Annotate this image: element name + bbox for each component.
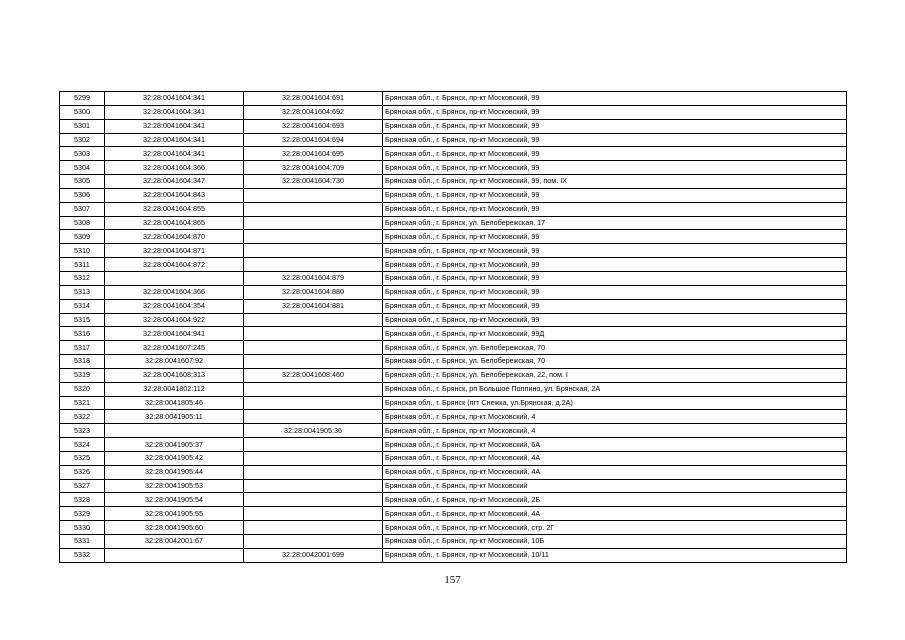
cadastral-number-cell: 32:28:0042001:67 [105,535,244,549]
table-row [60,92,847,106]
row-number-cell: 5306 [60,188,105,202]
cadastral-number-cell: 32:28:0041607:92 [105,355,244,369]
linked-cadastral-number-cell [244,230,383,244]
cadastral-number-cell: 32:28:0041604:871 [105,244,244,258]
table-row [60,244,847,258]
row-number-cell: 5320 [60,382,105,396]
row-number-cell: 5312 [60,271,105,285]
table-row [60,202,847,216]
linked-cadastral-number-cell [244,327,383,341]
page-number: 157 [444,574,461,586]
row-number-cell: 5319 [60,368,105,382]
cadastral-number-cell: 32:28:0041604:354 [105,299,244,313]
cadastral-number-cell: 32:28:0041905:44 [105,465,244,479]
cadastral-number-cell: 32:28:0041604:341 [105,147,244,161]
table-row [60,438,847,452]
row-number-cell: 5332 [60,548,105,562]
cadastral-number-cell: 32:28:0041604:922 [105,313,244,327]
cadastral-number-cell: 32:28:0041608:313 [105,368,244,382]
cadastral-number-cell: 32:28:0041905:55 [105,507,244,521]
linked-cadastral-number-cell [244,451,383,465]
table-row [60,216,847,230]
row-number-cell: 5315 [60,313,105,327]
table-row [60,161,847,175]
linked-cadastral-number-cell [244,465,383,479]
cadastral-number-cell: 32:28:0041905:42 [105,451,244,465]
linked-cadastral-number-cell [244,493,383,507]
row-number-cell: 5309 [60,230,105,244]
address-cell: Брянская обл., г. Брянск, пр-кт Московский [383,479,847,493]
address-cell: Брянская обл., г. Брянск, пр-кт Московский, 4 [383,424,847,438]
cadastral-number-cell: 32:28:0041604:855 [105,202,244,216]
address-cell: Брянская обл., г. Брянск, пр-кт Московский, стр. 2Г [383,521,847,535]
row-number-cell: 5330 [60,521,105,535]
table-row [60,119,847,133]
table-row [60,479,847,493]
row-number-cell: 5300 [60,105,105,119]
table-row [60,548,847,562]
table-row [60,299,847,313]
property-table [59,91,847,563]
table-row [60,285,847,299]
cadastral-number-cell: 32:28:0041905:54 [105,493,244,507]
linked-cadastral-number-cell: 32:28:0041604:695 [244,147,383,161]
cadastral-number-cell: 32:28:0041604:941 [105,327,244,341]
table-row [60,424,847,438]
table-row [60,133,847,147]
address-cell: Брянская обл., г. Брянск, рп Большое Полпино, ул. Брянская, 2А [383,382,847,396]
cadastral-number-cell: 32:28:0041607:245 [105,341,244,355]
table-row [60,521,847,535]
table-row [60,535,847,549]
row-number-cell: 5325 [60,451,105,465]
cadastral-number-cell: 32:28:0041905:37 [105,438,244,452]
cadastral-number-cell: 32:28:0041604:347 [105,175,244,189]
address-cell: Брянская обл., г. Брянск, пр-кт Московский, 99 [383,188,847,202]
cadastral-number-cell: 32:28:0041604:341 [105,105,244,119]
row-number-cell: 5304 [60,161,105,175]
cadastral-number-cell [105,548,244,562]
linked-cadastral-number-cell [244,438,383,452]
cadastral-number-cell: 32:28:0041604:870 [105,230,244,244]
row-number-cell: 5328 [60,493,105,507]
linked-cadastral-number-cell [244,396,383,410]
table-row [60,507,847,521]
row-number-cell: 5299 [60,92,105,106]
address-cell: Брянская обл., г. Брянск, пр-кт Московский, 99 [383,285,847,299]
address-cell: Брянская обл., г. Брянск, пр-кт Московский, 4А [383,451,847,465]
address-cell: Брянская обл., г. Брянск, пр-кт Московский, 4А [383,507,847,521]
row-number-cell: 5324 [60,438,105,452]
row-number-cell: 5329 [60,507,105,521]
table-row [60,105,847,119]
table-row [60,493,847,507]
address-cell: Брянская обл., г. Брянск, пр-кт Московский, 99 [383,133,847,147]
address-cell: Брянская обл., г. Брянск, пр-кт Московский, 10Б [383,535,847,549]
table-row [60,368,847,382]
linked-cadastral-number-cell [244,188,383,202]
address-cell: Брянская обл., г. Брянск, пр-кт Московский, 99Д [383,327,847,341]
row-number-cell: 5326 [60,465,105,479]
address-cell: Брянская обл., г. Брянск, пр-кт Московский, 10/11 [383,548,847,562]
table-row [60,147,847,161]
linked-cadastral-number-cell [244,258,383,272]
address-cell: Брянская обл., г. Брянск, пр-кт Московский, 99 [383,92,847,106]
cadastral-number-cell [105,424,244,438]
cadastral-number-cell: 32:28:0041604:341 [105,119,244,133]
table-row [60,396,847,410]
table-row [60,230,847,244]
linked-cadastral-number-cell [244,202,383,216]
cadastral-number-cell: 32:28:0041905:11 [105,410,244,424]
row-number-cell: 5305 [60,175,105,189]
linked-cadastral-number-cell [244,244,383,258]
cadastral-number-cell [105,271,244,285]
linked-cadastral-number-cell [244,479,383,493]
row-number-cell: 5303 [60,147,105,161]
table-row [60,327,847,341]
row-number-cell: 5318 [60,355,105,369]
row-number-cell: 5331 [60,535,105,549]
row-number-cell: 5311 [60,258,105,272]
row-number-cell: 5307 [60,202,105,216]
row-number-cell: 5314 [60,299,105,313]
row-number-cell: 5317 [60,341,105,355]
linked-cadastral-number-cell: 32:28:0041604:692 [244,105,383,119]
cadastral-number-cell: 32:28:0041604:341 [105,92,244,106]
linked-cadastral-number-cell: 32:28:0041604:709 [244,161,383,175]
cadastral-number-cell: 32:28:0041604:843 [105,188,244,202]
linked-cadastral-number-cell [244,341,383,355]
linked-cadastral-number-cell [244,521,383,535]
address-cell: Брянская обл., г. Брянск, пр-кт Московский, 4 [383,410,847,424]
cadastral-number-cell: 32:28:0041604:366 [105,285,244,299]
linked-cadastral-number-cell: 32:28:0041604:879 [244,271,383,285]
row-number-cell: 5327 [60,479,105,493]
cadastral-number-cell: 32:28:0041604:872 [105,258,244,272]
table-row [60,175,847,189]
linked-cadastral-number-cell [244,507,383,521]
linked-cadastral-number-cell: 32:28:0041604:880 [244,285,383,299]
address-cell: Брянская обл., г. Брянск (пгт Снежка, ул.Брянская, д.2А) [383,396,847,410]
address-cell: Брянская обл., г. Брянск, пр-кт Московский, 6А [383,438,847,452]
address-cell: Брянская обл., г. Брянск, пр-кт Московский, 99 [383,258,847,272]
cadastral-number-cell: 32:28:0041604:366 [105,161,244,175]
cadastral-number-cell: 32:28:0041905:60 [105,521,244,535]
address-cell: Брянская обл., г. Брянск, пр-кт Московский, 99 [383,147,847,161]
address-cell: Брянская обл., г. Брянск, ул. Белобережская, 22, пом. I [383,368,847,382]
address-cell: Брянская обл., г. Брянск, ул. Белобережская, 17 [383,216,847,230]
address-cell: Брянская обл., г. Брянск, пр-кт Московский, 99 [383,230,847,244]
row-number-cell: 5313 [60,285,105,299]
table-row [60,258,847,272]
linked-cadastral-number-cell [244,216,383,230]
row-number-cell: 5323 [60,424,105,438]
table-row [60,410,847,424]
linked-cadastral-number-cell: 32:28:0041604:691 [244,92,383,106]
table-row [60,382,847,396]
cadastral-number-cell: 32:28:0041905:53 [105,479,244,493]
address-cell: Брянская обл., г. Брянск, пр-кт Московский, 2Б [383,493,847,507]
linked-cadastral-number-cell: 32:28:0041905:36 [244,424,383,438]
table-body [60,92,847,563]
table-row [60,271,847,285]
linked-cadastral-number-cell [244,410,383,424]
table-row [60,451,847,465]
linked-cadastral-number-cell: 32:28:0041604:881 [244,299,383,313]
address-cell: Брянская обл., г. Брянск, пр-кт Московский, 99, пом. IX [383,175,847,189]
row-number-cell: 5316 [60,327,105,341]
linked-cadastral-number-cell: 32:28:0041604:730 [244,175,383,189]
address-cell: Брянская обл., г. Брянск, пр-кт Московский, 99 [383,244,847,258]
table-row [60,341,847,355]
linked-cadastral-number-cell: 32:28:0041608:460 [244,368,383,382]
address-cell: Брянская обл., г. Брянск, пр-кт Московский, 99 [383,105,847,119]
row-number-cell: 5302 [60,133,105,147]
table-row [60,355,847,369]
row-number-cell: 5310 [60,244,105,258]
table-row [60,188,847,202]
linked-cadastral-number-cell: 32:28:0041604:694 [244,133,383,147]
row-number-cell: 5322 [60,410,105,424]
linked-cadastral-number-cell [244,382,383,396]
linked-cadastral-number-cell [244,535,383,549]
address-cell: Брянская обл., г. Брянск, пр-кт Московский, 99 [383,313,847,327]
cadastral-number-cell: 32:28:0041802:112 [105,382,244,396]
address-cell: Брянская обл., г. Брянск, пр-кт Московский, 99 [383,271,847,285]
address-cell: Брянская обл., г. Брянск, пр-кт Московский, 99 [383,299,847,313]
linked-cadastral-number-cell [244,313,383,327]
address-cell: Брянская обл., г. Брянск, пр-кт Московский, 99 [383,202,847,216]
address-cell: Брянская обл., г. Брянск, ул. Белобережская, 70 [383,355,847,369]
address-cell: Брянская обл., г. Брянск, пр-кт Московский, 99 [383,119,847,133]
row-number-cell: 5321 [60,396,105,410]
linked-cadastral-number-cell [244,355,383,369]
linked-cadastral-number-cell: 32:28:0042001:699 [244,548,383,562]
table-row [60,465,847,479]
address-cell: Брянская обл., г. Брянск, пр-кт Московский, 99 [383,161,847,175]
cadastral-number-cell: 32:28:0041604:865 [105,216,244,230]
row-number-cell: 5308 [60,216,105,230]
address-cell: Брянская обл., г. Брянск, пр-кт Московский, 4А [383,465,847,479]
linked-cadastral-number-cell: 32:28:0041604:693 [244,119,383,133]
address-cell: Брянская обл., г. Брянск, ул. Белобережская, 70 [383,341,847,355]
table-row [60,313,847,327]
cadastral-number-cell: 32:28:0041604:341 [105,133,244,147]
row-number-cell: 5301 [60,119,105,133]
cadastral-number-cell: 32:28:0041805:46 [105,396,244,410]
